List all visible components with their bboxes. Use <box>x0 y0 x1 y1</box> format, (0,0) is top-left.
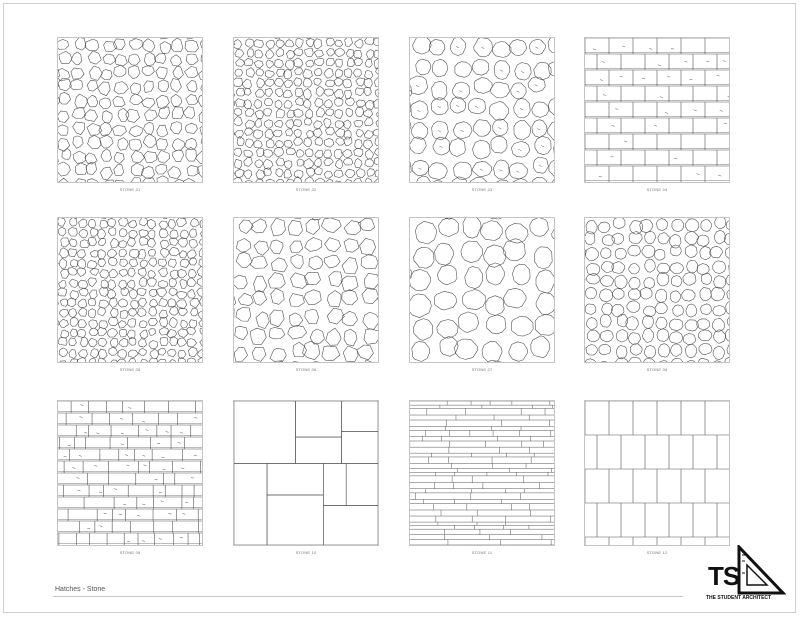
hatch-pattern <box>58 401 202 545</box>
hatch-pattern <box>585 38 729 182</box>
hatch-tile-03 <box>409 37 555 183</box>
logo-name: THE STUDENT ARCHITECT <box>706 595 772 601</box>
hatch-tile-09 <box>57 400 203 546</box>
student-architect-logo <box>706 545 790 605</box>
hatch-pattern <box>410 38 554 182</box>
hatch-caption: STONE 02 <box>295 187 317 192</box>
hatch-tile-04 <box>584 37 730 183</box>
hatch-pattern <box>410 401 554 545</box>
hatch-tile-11 <box>409 400 555 546</box>
hatch-pattern <box>234 218 378 362</box>
hatch-tile-10 <box>233 400 379 546</box>
hatch-caption: STONE 07 <box>471 367 493 372</box>
hatch-tile-06 <box>233 217 379 363</box>
logo-mark: TS <box>708 561 740 591</box>
hatch-caption: STONE 04 <box>646 187 668 192</box>
hatch-caption: STONE 09 <box>119 550 141 555</box>
hatch-pattern <box>585 218 729 362</box>
hatch-caption: STONE 12 <box>646 550 668 555</box>
hatch-caption: STONE 03 <box>471 187 493 192</box>
hatch-tile-02 <box>233 37 379 183</box>
hatch-tile-05 <box>57 217 203 363</box>
title-block-line <box>53 596 683 597</box>
set-square-icon <box>736 545 786 595</box>
hatch-pattern <box>58 218 202 362</box>
hatch-caption: STONE 01 <box>119 187 141 192</box>
hatch-pattern <box>585 401 729 545</box>
hatch-caption: STONE 06 <box>295 367 317 372</box>
hatch-caption: STONE 10 <box>295 550 317 555</box>
hatch-tile-01 <box>57 37 203 183</box>
hatch-pattern <box>234 38 378 182</box>
hatch-pattern <box>410 218 554 362</box>
hatch-pattern <box>58 38 202 182</box>
hatch-caption: STONE 05 <box>119 367 141 372</box>
hatch-caption: STONE 11 <box>471 550 493 555</box>
hatch-tile-12 <box>584 400 730 546</box>
hatch-pattern <box>234 401 378 545</box>
hatch-tile-07 <box>409 217 555 363</box>
hatch-caption: STONE 08 <box>646 367 668 372</box>
hatch-tile-08 <box>584 217 730 363</box>
sheet-title: Hatches - Stone <box>55 586 106 593</box>
